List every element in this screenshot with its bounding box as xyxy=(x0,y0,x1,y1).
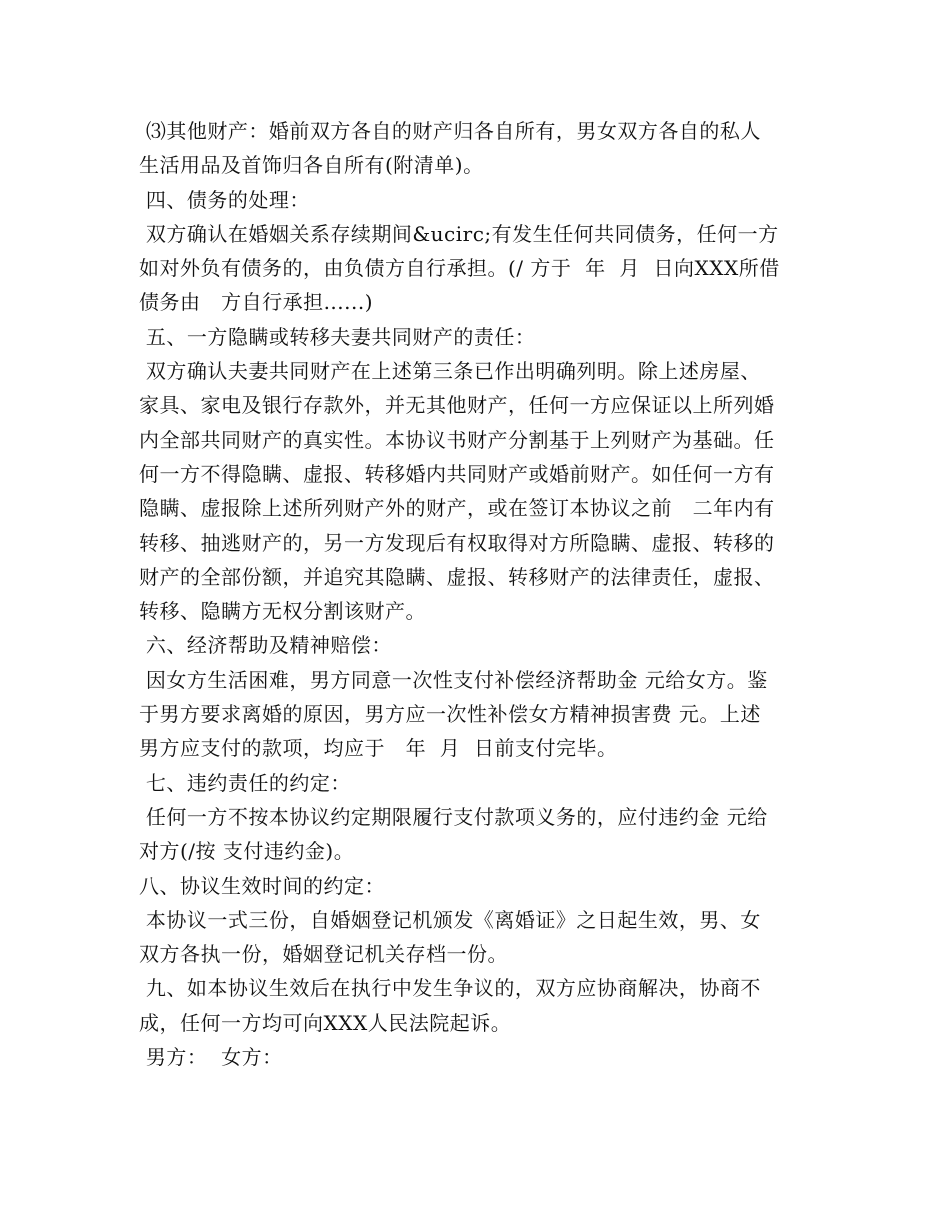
section-heading-disputes: 九、如本协议生效后在执行中发生争议的，双方应协商解决，协商不 xyxy=(139,976,761,1001)
text-line: 成，任何一方均可向XXX人民法院起诉。 xyxy=(139,1010,512,1035)
section-heading-compensation: 六、经济帮助及精神赔偿： xyxy=(139,633,392,658)
text-line-other-property: ⑶其他财产：婚前双方各自的财产归各自所有，男女双方各自的私人 xyxy=(139,119,761,143)
text-line: 家具、家电及银行存款外，并无其他财产，任何一方应保证以上所列婚 xyxy=(139,393,775,418)
text-line: 转移、抽逃财产的，另一方发现后有权取得对方所隐瞒、虚报、转移的 xyxy=(139,530,775,555)
text-line: 债务由 方自行承担......) xyxy=(139,290,374,315)
text-line: 双方各执一份，婚姻登记机关存档一份。 xyxy=(139,942,508,967)
signature-line: 男方： 女方： xyxy=(139,1045,283,1070)
text-line: 财产的全部份额，并追究其隐瞒、虚报、转移财产的法律责任，虚报、 xyxy=(139,564,775,589)
section-heading-breach: 七、违约责任的约定： xyxy=(139,770,351,795)
text-line: 因女方生活困难，男方同意一次性支付补偿经济帮助金 元给女方。鉴 xyxy=(139,667,768,692)
text-line: 何一方不得隐瞒、虚报、转移婚内共同财产或婚前财产。如任何一方有 xyxy=(139,461,775,486)
text-line: 男方应支付的款项，均应于 年 月 日前支付完毕。 xyxy=(139,736,618,761)
text-line: 本协议一式三份，自婚姻登记机颁发《离婚证》之日起生效，男、女 xyxy=(139,907,761,932)
text-line: 内全部共同财产的真实性。本协议书财产分割基于上列财产为基础。任 xyxy=(139,427,775,452)
text-line: 转移、隐瞒方无权分割该财产。 xyxy=(139,599,426,624)
text-line: 隐瞒、虚报除上述所列财产外的财产，或在签订本协议之前 二年内有 xyxy=(139,496,775,521)
text-line: 于男方要求离婚的原因，男方应一次性补偿女方精神损害费 元。上述 xyxy=(139,702,761,727)
section-heading-debt: 四、债务的处理： xyxy=(139,187,310,212)
section-heading-concealment: 五、一方隐瞒或转移夫妻共同财产的责任： xyxy=(139,324,536,349)
text-line: 如对外负有债务的，由负债方自行承担。(/ 方于 年 月 日向XXX所借 xyxy=(139,256,780,281)
section-heading-effective-date: 八、协议生效时间的约定： xyxy=(139,873,385,898)
text-line: 双方确认夫妻共同财产在上述第三条已作出明确列明。除上述房屋、 xyxy=(139,359,761,384)
text-line: 双方确认在婚姻关系存续期间&ucirc;有发生任何共同债务，任何一方 xyxy=(139,221,779,246)
text-line: 对方(/按 支付违约金)。 xyxy=(139,839,355,864)
text-line: 任何一方不按本协议约定期限履行支付款项义务的，应付违约金 元给 xyxy=(139,804,768,829)
text-line: 生活用品及首饰归各自所有(附清单)。 xyxy=(139,153,484,178)
